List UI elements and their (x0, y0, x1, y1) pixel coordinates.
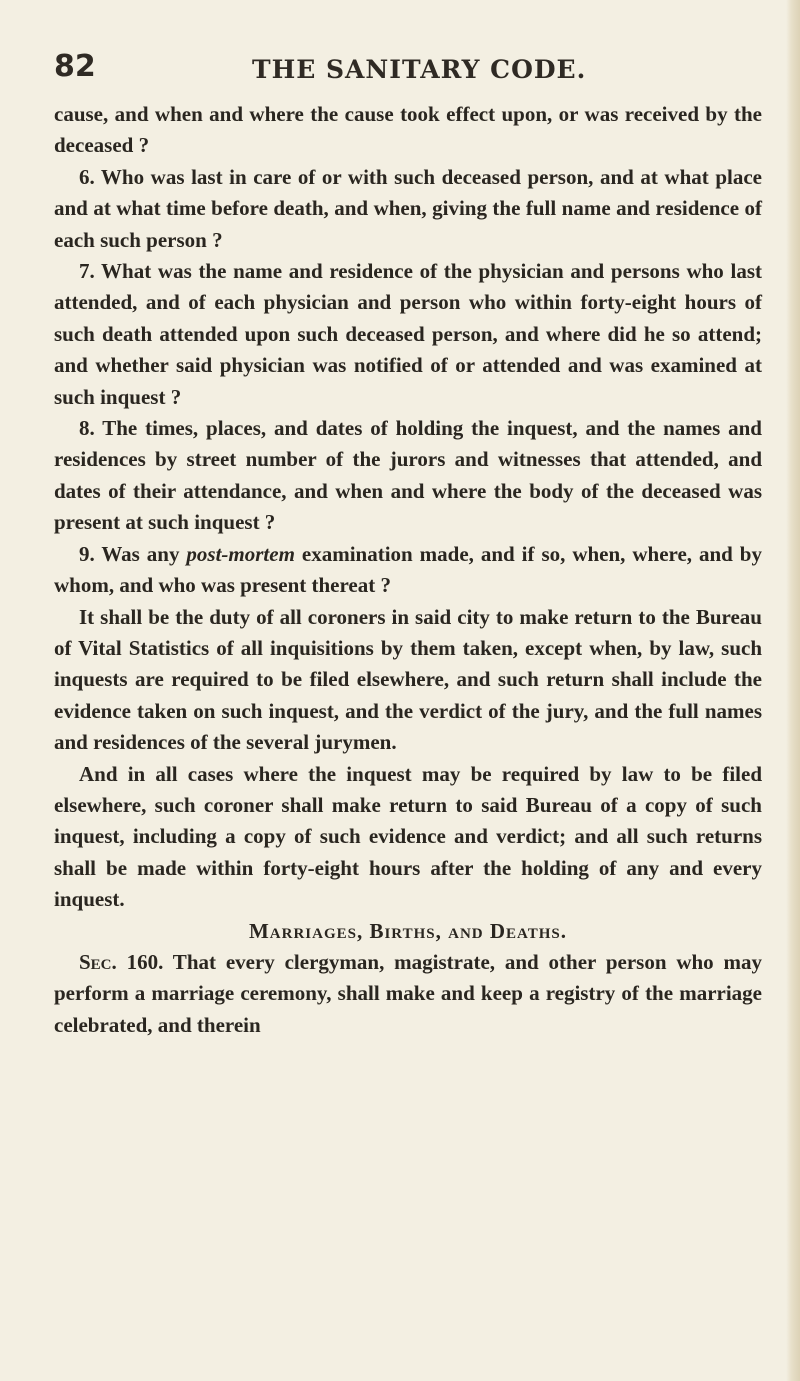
question-9-rest: examination made, and if so, when, where, and by whom, and who was present thereat ? (54, 541, 762, 598)
body-text (54, 99, 762, 1041)
paragraph-coroner-duty: It shall be the duty of all coroners in said city to make return to the Bureau of Vital Statistics of all inquisitions by them taken, except when, by law, such inquests are required to be filed elsewhere, and such return shall include the evidence taken on such inquest, and the verdict of the jury, and the full names and residences of the several jurymen. (54, 604, 762, 755)
section-160 (54, 947, 762, 1041)
question-9-italic: post-mortem (186, 541, 295, 566)
question-9-lead: 9. Was any (79, 541, 187, 566)
running-head: THE SANITARY CODE. (252, 55, 587, 84)
question-7: 7. What was the name and residence of the physician and persons who last attended, and of each physician and person who within forty-eight hours of such death attended upon such deceased person, and where did he so attend; and whether said physician was notified of or attended and was examined at such inquest ? (54, 259, 762, 409)
question-9 (54, 539, 762, 602)
page-header (54, 47, 764, 87)
section-160-text: That every clergyman, magistrate, and other person who may perform a marriage ceremony, shall make and keep a registry of the marriage celebrated, and therein (54, 949, 762, 1037)
paragraph-all-cases: And in all cases where the inquest may be required by law to be filed elsewhere, such coroner shall make return to said Bureau of a copy of such inquest, including a copy of such evidence and verdict; and all such returns shall be made within forty-eight hours after the holding of any and every inquest. (54, 761, 762, 912)
page-edge-shadow (786, 0, 800, 1381)
question-6: 6. Who was last in care of or with such deceased person, and at what place and at what time before death, and when, giving the full name and residence of each such person ? (54, 164, 762, 252)
question-8: 8. The times, places, and dates of holding the inquest, and the names and residences by street number of the jurors and witnesses that attended, and dates of their attendance, and when and where the body of the deceased was present at such inquest ? (54, 416, 762, 535)
page-number: 82 (54, 49, 96, 84)
paragraph-cause: cause, and when and where the cause took effect upon, or was received by the deceased ? (54, 102, 762, 158)
section-heading: Marriages, Births, and Deaths. (248, 918, 568, 943)
section-label: Sec. 160. (79, 949, 164, 974)
